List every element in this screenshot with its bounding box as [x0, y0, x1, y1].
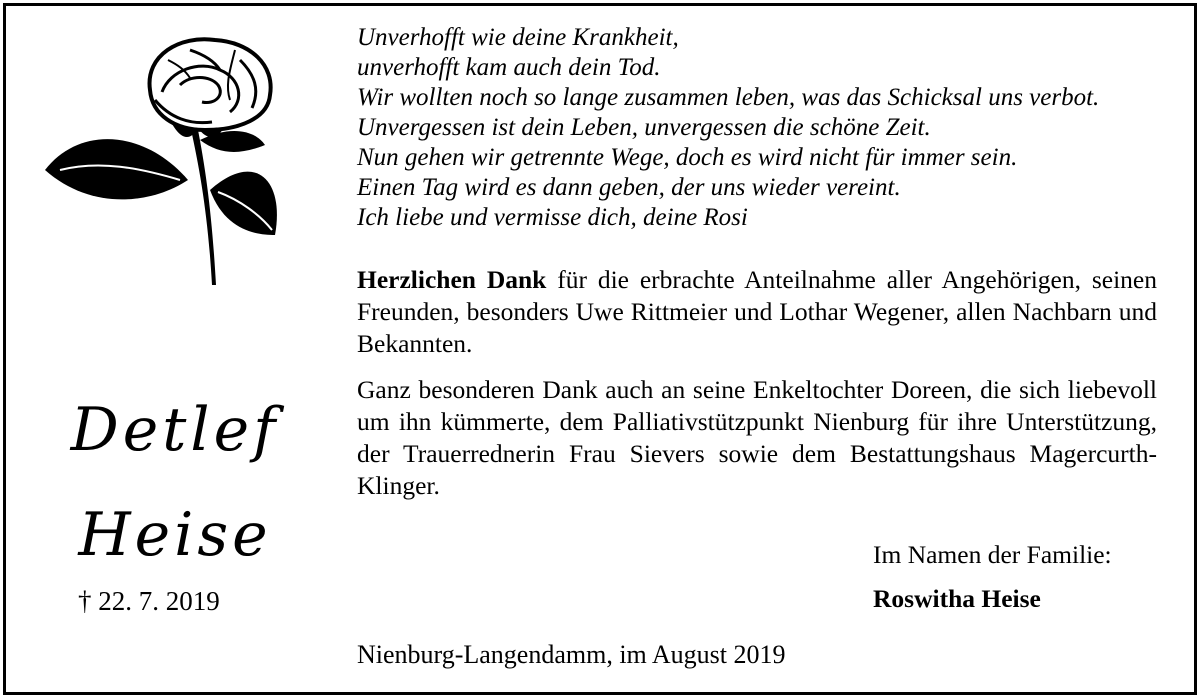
- poem-line: Ich liebe und vermisse dich, deine Rosi: [357, 204, 748, 231]
- place-date: Nienburg-Langendamm, im August 2019: [357, 640, 786, 669]
- death-date: † 22. 7. 2019: [78, 586, 220, 616]
- poem-line: Unvergessen ist dein Leben, unvergessen die schöne Zeit.: [357, 114, 931, 141]
- poem-line: Unverhofft wie deine Krankheit,: [357, 24, 679, 51]
- poem-line: Einen Tag wird es dann geben, der uns wieder vereint.: [357, 174, 901, 201]
- thanks-lead: Herzlichen Dank: [357, 265, 547, 294]
- thanks-paragraph: [357, 264, 1157, 360]
- poem-line: Nun gehen wir getrennte Wege, doch es wird nicht für immer sein.: [357, 144, 1018, 171]
- signature-label: Im Namen der Familie:: [873, 540, 1112, 569]
- deceased-first-name: Detlef: [70, 395, 280, 465]
- special-thanks-paragraph: Ganz besonderen Dank auch an seine Enkeltochter Doreen, die sich liebevoll um ihn kümmerte, dem Palliativstützpunkt Nienburg für ihre Unterstützung, der Trauerrednerin Frau Sievers sowie dem Bestattungshaus Magercurth-Klinger.: [357, 375, 1157, 500]
- signature-name: Roswitha Heise: [873, 584, 1041, 613]
- poem-line: Wir wollten noch so lange zusammen leben, was das Schicksal uns verbot.: [357, 84, 1100, 111]
- deceased-last-name: Heise: [78, 500, 272, 570]
- rose-icon: [40, 30, 290, 290]
- poem-line: unverhofft kam auch dein Tod.: [357, 54, 661, 81]
- thanks-text: für die erbrachte Anteilnahme aller Angehörigen, seinen Freunden, besonders Uwe Rittmeier und Lothar Wegener, allen Nachbarn und Bekannten.: [357, 265, 1157, 358]
- poem: [357, 23, 1177, 233]
